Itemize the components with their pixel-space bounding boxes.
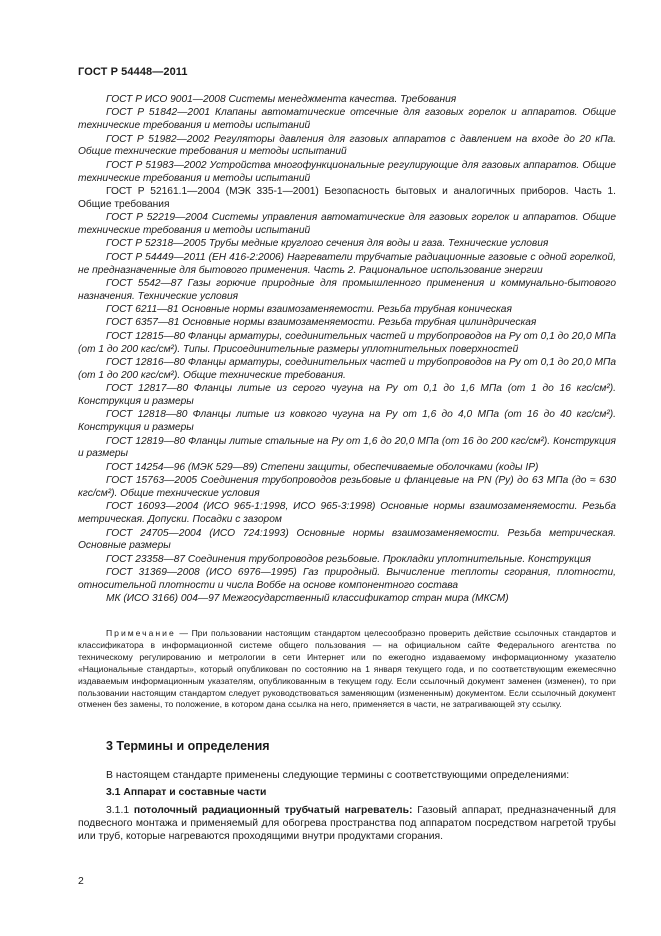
reference-item: ГОСТ 15763—2005 Соединения трубопроводов резьбовые и фланцевые на PN (Pу) до 63 МПа (до ≈ 630 кгс/см²). Общие технические условия	[78, 475, 616, 499]
reference-item: ГОСТ 31369—2008 (ИСО 6976—1995) Газ природный. Вычисление теплоты сгорания, плотности, относительной плотности и числа Воббе на основе компонентного состава	[78, 567, 616, 591]
page-number: 2	[78, 876, 84, 887]
note-lead: Примечание	[106, 628, 176, 638]
reference-item: ГОСТ Р 52318—2005 Трубы медные круглого сечения для воды и газа. Технические условия	[106, 238, 549, 250]
section-heading: 3 Термины и определения	[106, 739, 270, 753]
reference-item: МК (ИСО 3166) 004—97 Межгосударственный классификатор стран мира (МКСМ)	[106, 593, 509, 605]
reference-item: ГОСТ 14254—96 (МЭК 529—89) Степени защиты, обеспечиваемые оболочками (коды IP)	[106, 461, 539, 473]
reference-item: ГОСТ Р ИСО 9001—2008 Системы менеджмента качества. Требования	[106, 94, 457, 105]
reference-item: ГОСТ 12818—80 Фланцы литые из ковкого чугуна на Pу от 1,6 до 4,0 МПа (от 16 до 40 кгс/см²). Конструкция и размеры	[78, 409, 616, 434]
reference-list	[78, 94, 616, 607]
reference-item: ГОСТ 12816—80 Фланцы арматуры, соединительных частей и трубопроводов на Pу от 0,1 до 20,0 МПа (от 1 до 200 кгс/см²). Общие технические требования.	[78, 357, 616, 381]
reference-item: ГОСТ 12819—80 Фланцы литые стальные на Pу от 1,6 до 20,0 МПа (от 16 до 200 кгс/см²). Конструкция и размеры	[78, 435, 616, 460]
page-header: ГОСТ Р 54448—2011	[78, 66, 188, 78]
reference-item: ГОСТ 24705—2004 (ИСО 724:1993) Основные нормы взаимозаменяемости. Резьба метрическая. Основные размеры	[78, 527, 616, 552]
definition-text: Газовый аппарат, предназначенный для подвесного монтажа и применяемый для обогрева пространства под аппаратом посредством нагретой трубы или труб, которые нагреваются проходящими внутри продуктами сгорания.	[78, 805, 616, 842]
reference-item: ГОСТ Р 51842—2001 Клапаны автоматические отсечные для газовых горелок и аппаратов. Общие технические требования и методы испытаний	[78, 107, 616, 132]
reference-item: ГОСТ 23358—87 Соединения трубопроводов резьбовые. Прокладки уплотнительные. Конструкция	[106, 553, 591, 565]
reference-item: ГОСТ 12817—80 Фланцы литые из серого чугуна на Pу от 0,1 до 1,6 МПа (от 1 до 16 кгс/см²). Конструкция и размеры	[78, 383, 616, 408]
definition-term: потолочный радиационный трубчатый нагреватель:	[133, 805, 413, 816]
subsection-heading: 3.1 Аппарат и составные части	[106, 787, 267, 798]
reference-item: ГОСТ 16093—2004 (ИСО 965-1:1998, ИСО 965-3:1998) Основные нормы взаимозаменяемости. Резьба метрическая. Допуски. Посадки с зазором	[78, 501, 616, 526]
reference-item: ГОСТ Р 51982—2002 Регуляторы давления для газовых аппаратов с давлением на входе до 20 кПа. Общие технические требования и методы испытаний	[78, 133, 616, 158]
reference-item: ГОСТ 12815—80 Фланцы арматуры, соединительных частей и трубопроводов на Pу от 0,1 до 20,0 МПа (от 1 до 200 кгс/см²). Типы. Присоединительные размеры уплотнительных поверхностей	[78, 330, 616, 355]
definition-number: 3.1.1	[106, 805, 134, 816]
section-intro: В настоящем стандарте применены следующие термины с соответствующими определениями:	[106, 770, 570, 781]
reference-item: ГОСТ Р 54449—2011 (ЕН 416-2:2006) Нагреватели трубчатые радиационные газовые с одной горелкой, не предназначенные для бытового применения. Часть 2. Рациональное использование энергии	[78, 251, 616, 276]
reference-item: ГОСТ 6357—81 Основные нормы взаимозаменяемости. Резьба трубная цилиндрическая	[106, 317, 537, 329]
reference-item: ГОСТ 5542—87 Газы горючие природные для промышленного применения и коммунально-бытового назначения. Технические условия	[78, 277, 616, 302]
reference-item: ГОСТ Р 51983—2002 Устройства многофункциональные регулирующие для газовых аппаратов. Общие технические требования и методы испытаний	[78, 159, 616, 184]
reference-item: ГОСТ Р 52161.1—2004 (МЭК 335-1—2001) Безопасность бытовых и аналогичных приборов. Часть 1. Общие требования	[78, 185, 616, 210]
note-text: — При пользовании настоящим стандартом целесообразно проверить действие ссылочных стандартов и классификатора в информационной системе общего пользования — на официальном сайте Федерального агентства по техническому регулированию и метрологии в сети Интернет или по ежегодно издаваемому информационному указателю «Национальные стандарты», который опубликован по состоянию на 1 января текущего года, и по соответствующим ежемесячно издаваемым информационным указателям, опубликованным в текущем году. Если ссылочный документ заменен (изменен), то при пользовании настоящим стандартом следует руководствоваться заменяющим (измененным) документом. Если ссылочный документ отменен без замены, то положение, в котором дана ссылка на него, применяется в части, не затрагивающей эту ссылку.	[78, 628, 616, 710]
reference-item: ГОСТ Р 52219—2004 Системы управления автоматические для газовых горелок и аппаратов. Общие технические требования и методы испытаний	[78, 212, 616, 236]
note-paragraph	[78, 628, 616, 711]
reference-item: ГОСТ 6211—81 Основные нормы взаимозаменяемости. Резьба трубная коническая	[106, 304, 512, 316]
definition-paragraph	[78, 804, 616, 843]
